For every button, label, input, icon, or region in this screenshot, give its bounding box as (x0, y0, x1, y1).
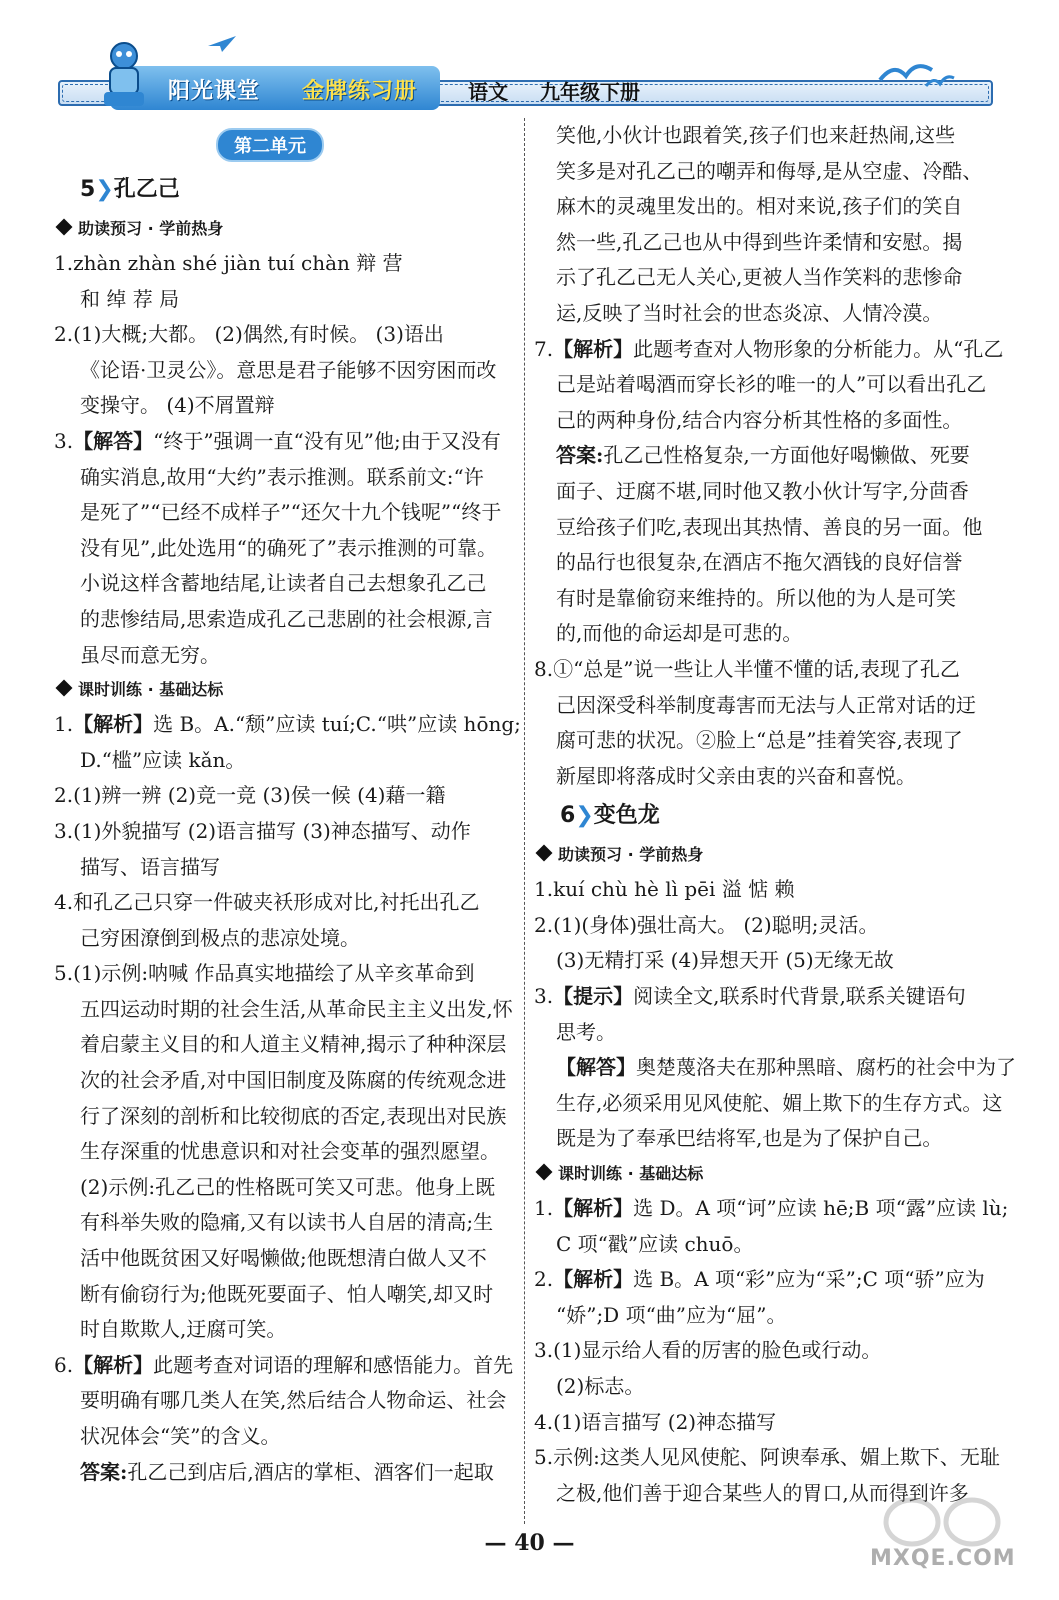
text-line: 5.(1)示例:呐喊 作品真实地描绘了从辛亥革命到 (54, 961, 475, 986)
brand-main: 阳光课堂 (168, 79, 261, 104)
chevron-right-icon: ❯ (575, 803, 594, 829)
text-line: 示了孔乙己无人关心,更被人当作笑料的悲惨命 (556, 265, 963, 290)
analysis-tag: 【解析】 (553, 336, 634, 361)
text-line: 有时是靠偷窃来维持的。所以他的为人是可笑 (556, 585, 956, 610)
text-line: 然一些,孔乙己也从中得到些许柔情和安慰。揭 (556, 229, 963, 254)
text-line: 时自欺欺人,迂腐可笑。 (80, 1317, 287, 1342)
text-line: 断有偷窃行为;他既死要面子、怕人嘲笑,却又时 (80, 1281, 494, 1306)
text-line: 是死了”“已经不成样子”“还欠十九个钱呢”“终于 (80, 500, 502, 525)
lesson-number: 5 (80, 177, 96, 202)
text-line: 3.(1)显示给人看的厉害的脸色或行动。 (534, 1338, 882, 1363)
text-line: 没有见”,此处选用“的确死了”表示推测的可靠。 (80, 535, 498, 560)
lesson-title: 变色龙 (593, 803, 660, 829)
hint-tag: 【提示】 (553, 984, 634, 1009)
text-line: 状况体会“笑”的含义。 (80, 1424, 281, 1448)
text-line: 思考。 (556, 1019, 616, 1044)
unit-badge: 第二单元 (216, 128, 324, 162)
text-line: 己穷困潦倒到极点的悲凉处境。 (80, 925, 360, 950)
text-line: 虽尽而意无穷。 (80, 642, 220, 667)
text-line: 新屋即将落成时父亲由衷的兴奋和喜悦。 (556, 763, 916, 788)
text-line: (3)无精打采 (4)异想天开 (5)无缘无故 (556, 948, 894, 973)
text-line: 豆给孩子们吃,表现出其热情、善良的另一面。他 (556, 514, 983, 539)
analysis-tag: 【解析】 (73, 712, 154, 737)
text-line: 2.(1)辨一辨 (2)竞一竞 (3)侯一候 (4)藉一籍 (54, 783, 446, 808)
paper-plane-icon (208, 36, 236, 52)
text-line: 着启蒙主义目的和人道主义精神,揭示了种种深层 (80, 1032, 507, 1057)
text-line: 腐可悲的状况。②脸上“总是”挂着笑容,表现了 (556, 728, 963, 753)
text-line: 己是站着喝酒而穿长衫的唯一的人”可以看出孔乙 (556, 372, 987, 397)
text-line: 既是为了奉承巴结将军,也是为了保护自己。 (556, 1126, 943, 1151)
left-column (54, 118, 521, 1490)
grade-label: 九年级下册 (540, 80, 640, 104)
text-line: 确实消息,故用“大约”表示推测。联系前文:“许 (80, 464, 484, 489)
text-line: 生存,必须采用见风使舵、媚上欺下的生存方式。这 (556, 1090, 1003, 1115)
analysis-tag: 【解析】 (553, 1267, 634, 1292)
text-line: 活中他既贫困又好喝懒做;他既想清白做人又不 (80, 1246, 487, 1271)
text-line: 和 绰 荐 局 (80, 286, 180, 311)
brand-sub: 金牌练习册 (302, 79, 418, 104)
lesson-heading-5 (54, 168, 516, 212)
text-line: 7.【解析】此题考查对人物形象的分析能力。从“孔乙 (534, 336, 1004, 361)
watermark-text: MXQE.COM (870, 1546, 1016, 1571)
page-header (0, 0, 1059, 120)
text-line: 面子、迂腐不堪,同时他又教小伙计写字,分茴香 (556, 478, 969, 503)
answer-tag: 【解答】 (556, 1055, 636, 1080)
lesson-heading-6 (534, 794, 996, 838)
text-line: 笑他,小伙计也跟着笑,孩子们也来赶热闹,这些 (556, 123, 956, 147)
diamond-icon (56, 219, 73, 236)
text-line: 行了深刻的剖析和比较彻底的否定,表现出对民族 (80, 1103, 507, 1128)
text-line: 己的两种身份,结合内容分析其性格的多面性。 (556, 407, 963, 432)
text-line: 2.(1)(身体)强壮高大。 (2)聪明;灵活。 (534, 912, 879, 937)
text-line: 描写、语言描写 (80, 854, 220, 879)
answer-tag: 【解答】 (73, 428, 154, 453)
chevron-right-icon: ❯ (95, 177, 114, 202)
text-line: 1.【解析】选 B。A.“颓”应读 tuí;C.“哄”应读 hōng; (54, 712, 521, 737)
text-line: 麻木的灵魂里发出的。相对来说,孩子们的笑自 (556, 194, 963, 219)
text-line: D.“槛”应读 kǎn。 (80, 747, 246, 772)
text-line: 3.【提示】阅读全文,联系时代背景,联系关键语句 (534, 984, 966, 1009)
text-line: “娇”;D 项“曲”应为“屈”。 (556, 1302, 787, 1327)
text-line: 的,而他的命运却是可悲的。 (556, 621, 803, 646)
text-line: 5.示例:这类人见风使舵、阿谀奉承、媚上欺下、无耻 (534, 1445, 1000, 1470)
text-line: 生存深重的忧患意识和对社会变革的强烈愿望。 (80, 1139, 500, 1164)
section-heading: 助读预习 · 学前热身 (534, 838, 996, 872)
diamond-icon (536, 1164, 553, 1181)
text-line: (2)示例:孔乙己的性格既可笑又可悲。他身上既 (80, 1174, 496, 1199)
text-line: (2)标志。 (556, 1374, 645, 1398)
text-line: 3.(1)外貌描写 (2)语言描写 (3)神态描写、动作 (54, 818, 471, 843)
text-line: 6.【解析】此题考查对词语的理解和感悟能力。首先 (54, 1352, 514, 1377)
text-line: 1.【解析】选 D。A 项“诃”应读 hē;B 项“露”应读 lù; (534, 1196, 1009, 1221)
text-line: 8.①“总是”说一些让人半懂不懂的话,表现了孔乙 (534, 656, 960, 681)
subject-label: 语文 (468, 80, 508, 104)
text-line: 的悲惨结局,思索造成孔乙己悲剧的社会根源,言 (80, 606, 493, 631)
text-line: 答案:孔乙己性格复杂,一方面他好喝懒做、死要 (556, 443, 970, 468)
analysis-tag: 【解析】 (73, 1352, 154, 1377)
text-line: 答案:孔乙己到店后,酒店的掌柜、酒客们一起取 (80, 1459, 494, 1484)
text-line: 的品行也很复杂,在酒店不拖欠酒钱的良好信誉 (556, 550, 963, 575)
answer-label: 答案: (80, 1459, 128, 1484)
lesson-number: 6 (560, 803, 576, 829)
text-line: 有科举失败的隐痛,又有以读书人自居的清高;生 (80, 1210, 494, 1235)
diamond-icon (536, 845, 553, 862)
column-divider (524, 118, 525, 1524)
text-line: 《论语·卫灵公》。意思是君子能够不因穷困而改 (80, 357, 497, 382)
seagulls-icon (876, 52, 956, 92)
page-number: — 40 — (484, 1530, 575, 1556)
section-heading: 助读预习 · 学前热身 (54, 212, 516, 246)
text-line: 2.(1)大概;大都。 (2)偶然,有时候。 (3)语出 (54, 322, 444, 347)
robot-mascot-icon (92, 40, 156, 110)
text-line: 4.(1)语言描写 (2)神态描写 (534, 1409, 777, 1434)
lesson-title: 孔乙己 (113, 177, 180, 202)
answer-label: 答案: (556, 443, 604, 468)
text-line: 变操守。 (4)不屑置辩 (80, 393, 275, 418)
text-line: 笑多是对孔乙己的嘲弄和侮辱,是从空虚、冷酷、 (556, 158, 983, 183)
text-line: 1.zhàn zhàn shé jiàn tuí chàn 辩 营 (54, 251, 403, 275)
text-line: 3.【解答】“终于”强调一直“没有见”他;由于又没有 (54, 428, 501, 453)
text-line: 次的社会矛盾,对中国旧制度及陈腐的传统观念进 (80, 1068, 507, 1093)
text-line: 1.kuí chù hè lì pēi 溢 惦 赖 (534, 877, 795, 902)
text-line: 小说这样含蓄地结尾,让读者自己去想象孔乙己 (80, 571, 487, 596)
analysis-tag: 【解析】 (553, 1196, 634, 1221)
text-line: 己因深受科举制度毒害而无法与人正常对话的迂 (556, 692, 976, 717)
diamond-icon (56, 680, 73, 697)
text-line: 【解答】奥楚蔑洛夫在那种黑暗、腐朽的社会中为了 (556, 1055, 1016, 1080)
text-line: 2.【解析】选 B。A 项“彩”应为“采”;C 项“骄”应为 (534, 1267, 985, 1292)
text-line: 运,反映了当时社会的世态炎凉、人情冷漠。 (556, 300, 943, 325)
text-line: C 项“戳”应读 chuō。 (556, 1231, 754, 1256)
right-column (534, 118, 1016, 1511)
section-heading: 课时训练 · 基础达标 (54, 673, 516, 707)
text-line: 之极,他们善于迎合某些人的胃口,从而得到许多 (556, 1480, 969, 1505)
section-heading: 课时训练 · 基础达标 (534, 1157, 996, 1191)
text-line: 要明确有哪几类人在笑,然后结合人物命运、社会 (80, 1388, 507, 1413)
text-line: 4.和孔乙己只穿一件破夹袄形成对比,衬托出孔乙 (54, 890, 480, 915)
text-line: 五四运动时期的社会生活,从革命民主主义出发,怀 (80, 996, 513, 1021)
